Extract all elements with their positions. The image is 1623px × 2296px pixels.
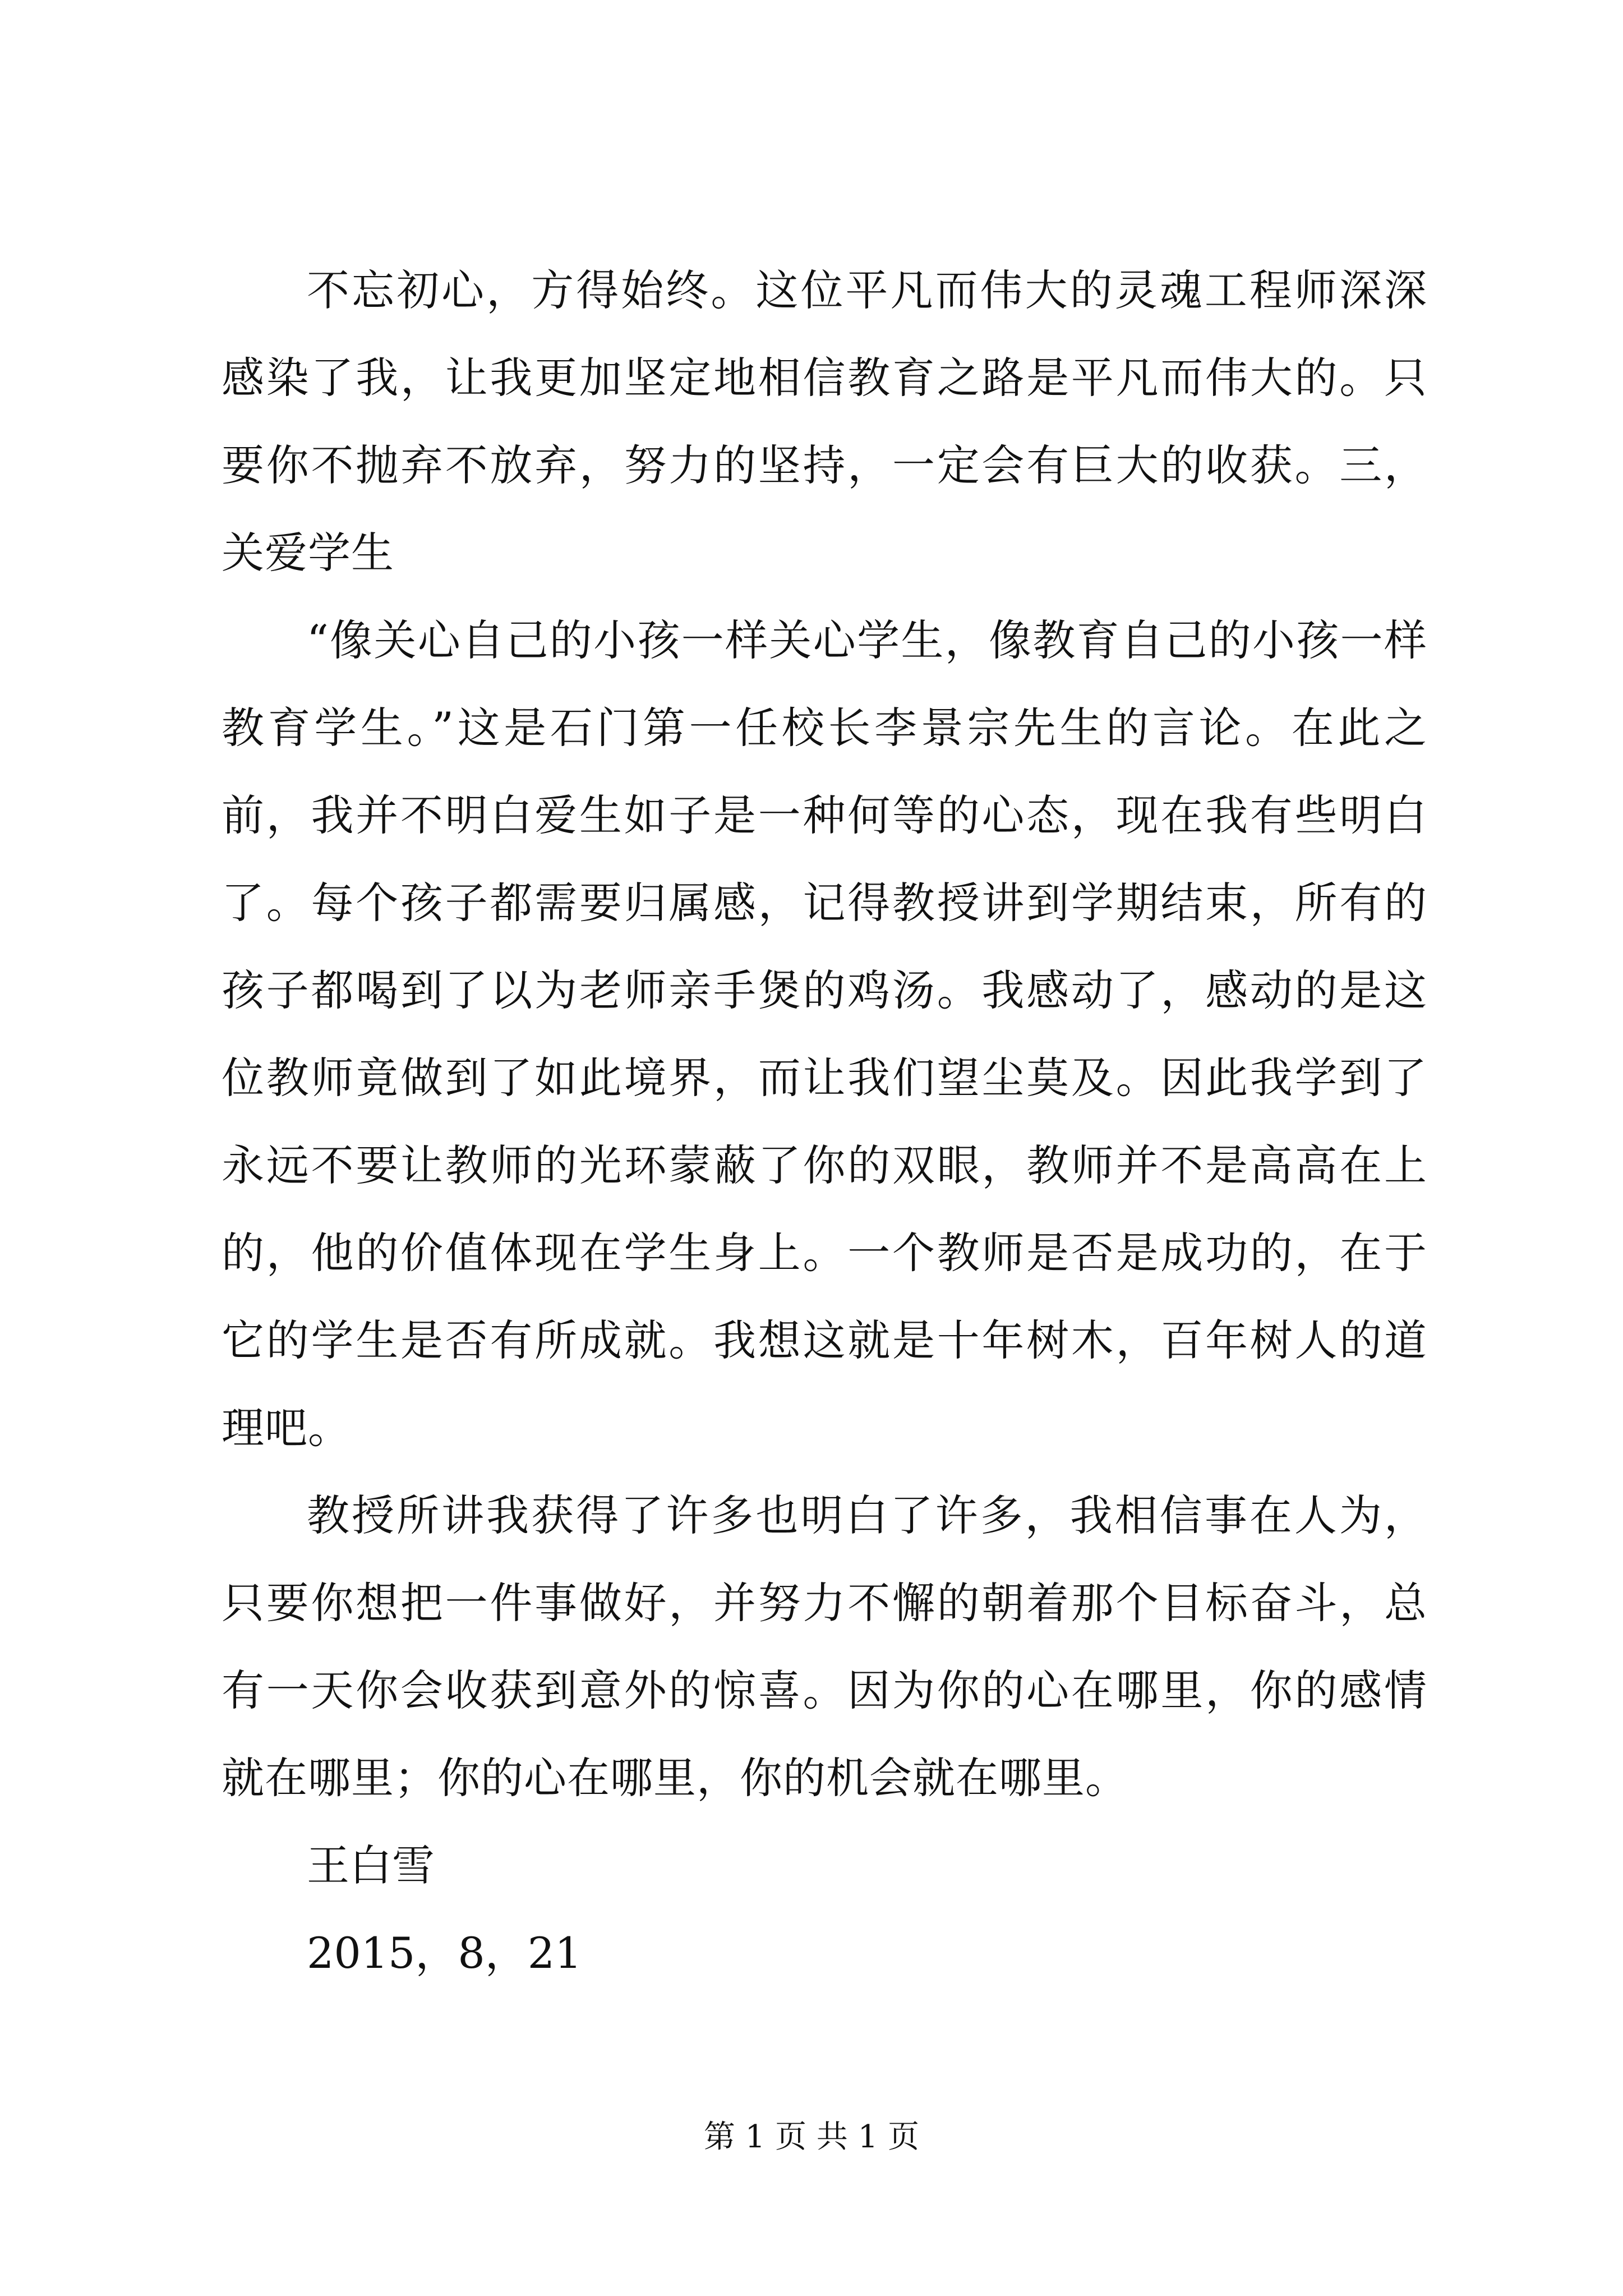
paragraph-2: “像关心自己的小孩一样关心学生，像教育自己的小孩一样教育学生。”这是石门第一任校长李景宗先生的言论。在此之前，我并不明白爱生如子是一种何等的心态，现在我有些明白了。每个孩子都需要归属感，记得教授讲到学期结束，所有的孩子都喝到了以为老师亲手煲的鸡汤。我感动了，感动的是这位教师竟做到了如此境界，而让我们望尘莫及。因此我学到了永远不要让教师的光环蒙蔽了你的双眼，教师并不是高高在上的，他的价值体现在学生身上。一个教师是否是成功的，在于它的学生是否有所成就。我想这就是十年树木，百年树人的道理吧。 [222,615,1427,1453]
document-body [222,247,1427,1997]
page-number-footer: 第 1 页 共 1 页 [703,2119,920,2155]
author-name: 王白雪 [307,1841,435,1890]
paragraph-3: 教授所讲我获得了许多也明白了许多，我相信事在人为，只要你想把一件事做好，并努力不懈的朝着那个目标奋斗，总有一天你会收获到意外的惊喜。因为你的心在哪里，你的感情就在哪里；你的心在哪里，你的机会就在哪里。 [222,1490,1427,1803]
document-date: 2015，8，21 [307,1928,582,1978]
paragraph-1: 不忘初心，方得始终。这位平凡而伟大的灵魂工程师深深感染了我，让我更加坚定地相信教育之路是平凡而伟大的。只要你不抛弃不放弃，努力的坚持，一定会有巨大的收获。三，关爱学生 [222,265,1427,578]
